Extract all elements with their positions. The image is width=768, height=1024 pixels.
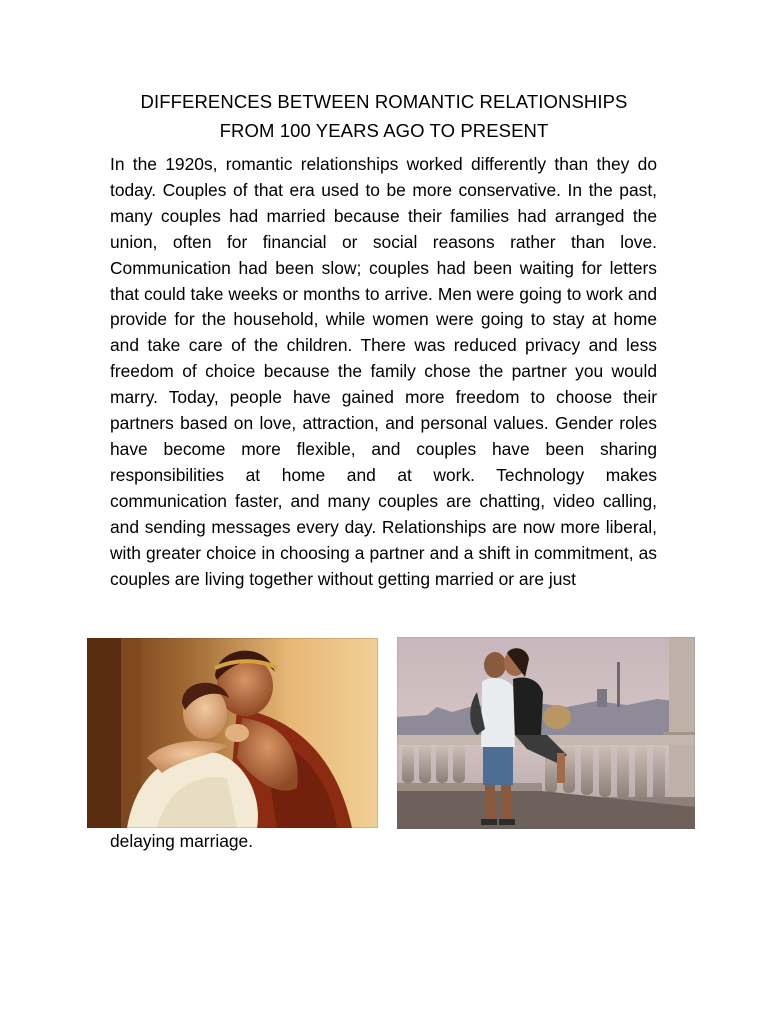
title-line-2: FROM 100 YEARS AGO TO PRESENT xyxy=(219,120,549,141)
balcony-photo-image xyxy=(397,637,695,829)
document-title xyxy=(0,87,768,145)
body-paragraph: In the 1920s, romantic relationships worked differently than they do today. Couples of that era used to be more conservative. In the past, many couples had married because their families had arranged the union, often for financial or social reasons rather than love. Communication had been slow; couples had been waiting for letters that could take weeks or months to arrive. Men were going to work and provide for the household, while women were going to stay at home and take care of the children. There was reduced privacy and less freedom of choice because the family chose the partner you would marry. Today, people have gained more freedom to choose their partners based on love, attraction, and personal values. Gender roles have become more flexible, and couples have been sharing responsibilities at home and at work. Technology makes communication faster, and many couples are chatting, video calling, and sending messages every day. Relationships are now more liberal, with greater choice in choosing a partner and a shift in commitment, as couples are living together without getting married or are just xyxy=(110,154,657,589)
title-line-1: DIFFERENCES BETWEEN ROMANTIC RELATIONSHIPS xyxy=(140,91,628,112)
painting-image xyxy=(87,638,378,828)
paragraph-continuation: delaying marriage. xyxy=(110,831,254,851)
